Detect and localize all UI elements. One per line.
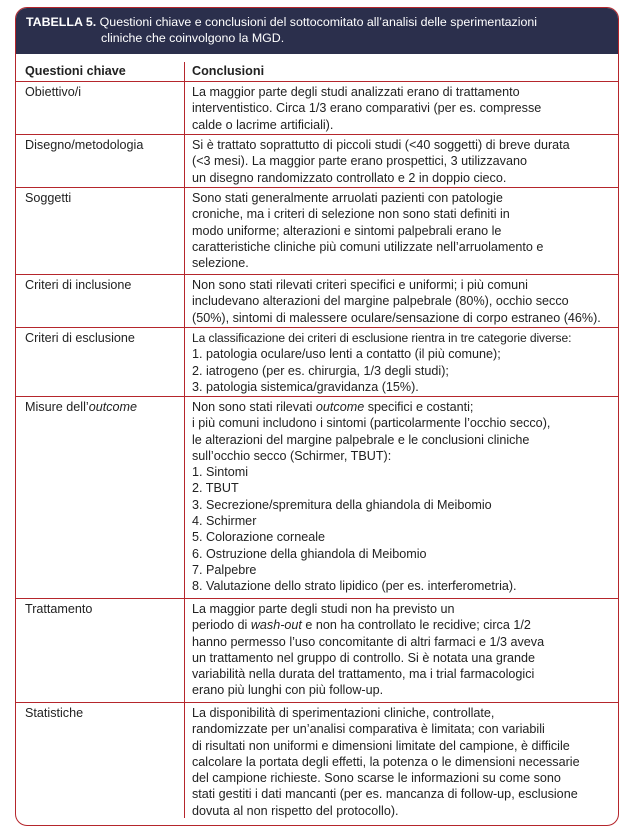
table-row	[16, 703, 618, 825]
table-label: TABELLA 5.	[26, 15, 97, 29]
table-title-line-1: Questioni chiave e conclusioni del sottocomitato all’analisi delle sperimentazioni	[99, 15, 538, 29]
table-row	[16, 135, 618, 188]
row-key-text: Misure dell’	[25, 400, 89, 414]
list-item: 7. Palpebre	[192, 562, 257, 577]
conclusion-emphasis: outcome	[315, 400, 365, 414]
conclusion-line: selezione.	[192, 256, 249, 271]
conclusion-line: randomizzate per un’analisi comparativa è limitata; con variabili	[192, 722, 545, 737]
conclusion-line: di risultati non uniformi e dimensioni limitate del campione, è difficile	[192, 738, 570, 753]
table-title-line-2: cliniche che coinvolgono la MGD.	[101, 31, 285, 45]
conclusion-line: variabilità nella durata del trattamento, ma i trial farmacologici	[192, 667, 535, 682]
conclusion-line: le alterazioni del margine palpebrale e le conclusioni cliniche	[192, 432, 530, 447]
conclusion-line: (<3 mesi). La maggior parte erano prospettici, 3 utilizzavano	[192, 154, 527, 169]
list-item: 4. Schirmer	[192, 514, 257, 529]
conclusion-line: sull’occhio secco (Schirmer, TBUT):	[192, 448, 392, 463]
list-item: 2. TBUT	[192, 481, 239, 496]
conclusion-line: 3. patologia sistemica/gravidanza (15%).	[192, 379, 419, 394]
table-row	[16, 82, 618, 135]
conclusion-text: Non sono stati rilevati	[192, 400, 316, 414]
conclusion-line: modo uniforme; alterazioni e sintomi palpebrali erano le	[192, 223, 502, 238]
row-conclusion	[192, 190, 608, 271]
conclusion-line: un trattamento nel gruppo di controllo. Si è notata una grande	[192, 650, 536, 665]
row-key-emphasis: outcome	[88, 400, 138, 414]
conclusion-line: stati gestiti i dati mancanti (per es. mancanza di follow-up, esclusione	[192, 787, 578, 802]
conclusion-line: Si è trattato soprattutto di piccoli studi (<40 soggetti) di breve durata	[192, 138, 570, 152]
conclusion-line: calde o lacrime artificiali).	[192, 117, 334, 132]
column-header-conclusions: Conclusioni	[192, 64, 265, 78]
row-key	[25, 399, 137, 415]
conclusion-text: periodo di	[192, 618, 251, 633]
conclusion-line: 1. patologia oculare/uso lenti a contatto (il più comune);	[192, 347, 501, 362]
row-key: Soggetti	[25, 191, 72, 205]
conclusion-line: La maggior parte degli studi analizzati erano di trattamento	[192, 85, 520, 99]
table-title	[16, 8, 618, 54]
column-headers	[16, 63, 618, 82]
row-conclusion	[192, 277, 608, 326]
conclusion-line: Non sono stati rilevati criteri specifici e uniformi; i più comuni	[192, 278, 528, 292]
conclusion-text: specifici e costanti;	[364, 400, 474, 414]
conclusion-line: La maggior parte degli studi non ha previsto un	[192, 602, 455, 616]
column-header-key-questions: Questioni chiave	[25, 64, 126, 78]
table-row	[16, 275, 618, 328]
table-row	[16, 188, 618, 275]
list-item: 6. Ostruzione della ghiandola di Meibomio	[192, 546, 427, 561]
conclusion-line	[192, 399, 608, 415]
conclusion-line: La classificazione dei criteri di esclusione rientra in tre categorie diverse:	[192, 331, 572, 345]
conclusion-line: del campione richieste. Sono scarse le informazioni su come sono	[192, 771, 561, 786]
row-key: Statistiche	[25, 706, 84, 720]
list-item: 8. Valutazione dello strato lipidico (per es. interferometria).	[192, 579, 517, 594]
table-row	[16, 599, 618, 703]
row-key: Criteri di esclusione	[25, 331, 135, 345]
row-key: Trattamento	[25, 602, 93, 616]
row-conclusion	[192, 601, 608, 699]
conclusion-line: caratteristiche cliniche più comuni utilizzate nell’arruolamento e	[192, 239, 544, 254]
conclusion-line: includevano alterazioni del margine palpebrale (80%), occhio secco	[192, 294, 569, 309]
conclusion-line: 2. iatrogeno (per es. chirurgia, 1/3 degli studi);	[192, 363, 449, 378]
conclusion-line: interventistico. Circa 1/3 erano comparativi (per es. compresse	[192, 101, 542, 116]
conclusion-line: La disponibilità di sperimentazioni cliniche, controllate,	[192, 706, 495, 720]
conclusion-line: dovuta al non rispetto del protocollo).	[192, 803, 399, 818]
list-item: 5. Colorazione corneale	[192, 530, 326, 545]
conclusion-line: calcolare la portata degli effetti, la potenza o le dimensioni necessarie	[192, 754, 580, 769]
row-conclusion	[192, 137, 608, 186]
row-conclusion	[192, 330, 608, 395]
row-conclusion	[192, 84, 608, 133]
conclusion-text: e non ha controllato le recidive; circa 1/2	[301, 618, 531, 633]
table-row	[16, 397, 618, 599]
row-conclusion	[192, 705, 608, 819]
row-conclusion	[192, 399, 608, 595]
conclusion-line: Sono stati generalmente arruolati pazienti con patologie	[192, 191, 503, 205]
row-key: Disegno/metodologia	[25, 138, 144, 152]
conclusion-line: (50%), sintomi di malessere oculare/sensazione di corpo estraneo (46%).	[192, 310, 601, 325]
conclusion-line: erano più lunghi con più follow-up.	[192, 683, 384, 698]
table-5	[15, 7, 619, 826]
conclusion-line: i più comuni includono i sintomi (particolarmente l’occhio secco),	[192, 416, 551, 431]
row-key: Criteri di inclusione	[25, 278, 132, 292]
conclusion-line: hanno permesso l’uso concomitante di altri farmaci e 1/3 aveva	[192, 634, 545, 649]
row-key: Obiettivo/i	[25, 85, 81, 99]
conclusion-line: un disegno randomizzato controllato e 2 in doppio cieco.	[192, 170, 507, 185]
table-row	[16, 328, 618, 397]
conclusion-emphasis: wash-out	[250, 618, 302, 633]
list-item: 1. Sintomi	[192, 465, 248, 480]
conclusion-line: croniche, ma i criteri di selezione non sono stati definiti in	[192, 207, 510, 222]
list-item: 3. Secrezione/spremitura della ghiandola di Meibomio	[192, 497, 492, 512]
conclusion-line	[192, 617, 608, 633]
